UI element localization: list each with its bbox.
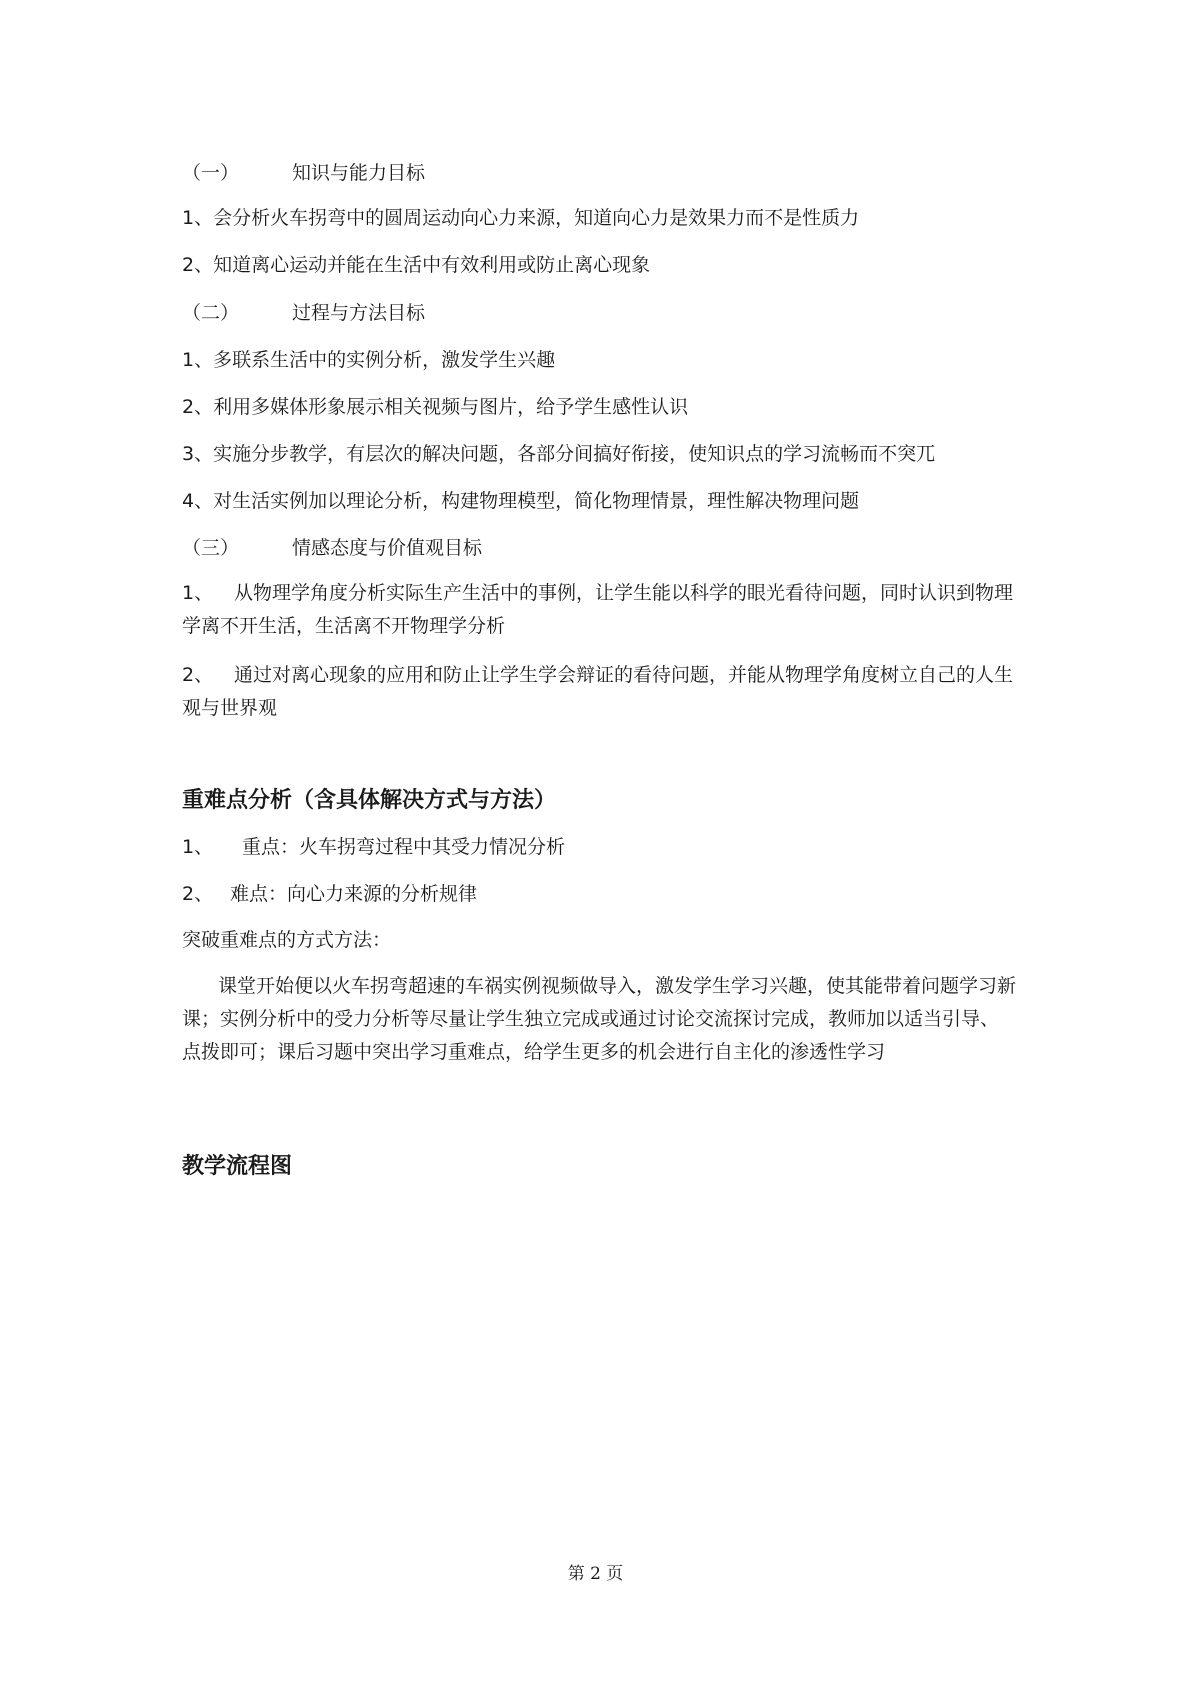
section-title: 过程与方法目标 (292, 302, 426, 324)
item-number: 1、 (182, 582, 214, 604)
list-item: 3、实施分步教学，有层次的解决问题，各部分间搞好衔接，使知识点的学习流畅而不突兀 (182, 443, 936, 465)
list-item: 4、对生活实例加以理论分析，构建物理模型，简化物理情景，理性解决物理问题 (182, 490, 860, 512)
list-item: 1、会分析火车拐弯中的圆周运动向心力来源，知道向心力是效果力而不是性质力 (182, 207, 860, 229)
section-title: 知识与能力目标 (292, 162, 426, 184)
item-text: 从物理学角度分析实际生产生活中的事例，让学生能以科学的眼光看待问题，同时认识到物理学离不开生活，生活离不开物理学分析 (182, 582, 1014, 637)
section-title: 情感态度与价值观目标 (292, 537, 483, 559)
item-number: 1、 (182, 836, 214, 858)
page-number: 第 2 页 (567, 1564, 624, 1584)
item-number: 2、 (182, 883, 214, 905)
method-paragraph (182, 970, 1017, 1069)
list-item (182, 882, 477, 906)
item-number: 2、 (182, 664, 214, 686)
section-heading-emotion (182, 536, 482, 560)
method-label: 突破重难点的方式方法： (182, 929, 392, 951)
item-text: 重点：火车拐弯过程中其受力情况分析 (242, 836, 566, 858)
list-item: 2、利用多媒体形象展示相关视频与图片，给予学生感性认识 (182, 396, 689, 418)
difficulty-heading: 重难点分析（含具体解决方式与方法） (182, 788, 557, 813)
section-marker: （三） (182, 537, 240, 559)
section-marker: （二） (182, 302, 240, 324)
list-item: 2、知道离心运动并能在生活中有效利用或防止离心现象 (182, 254, 651, 276)
item-text: 通过对离心现象的应用和防止让学生学会辩证的看待问题，并能从物理学角度树立自己的人生观与世界观 (182, 664, 1014, 719)
list-item (182, 835, 565, 859)
list-item: 1、多联系生活中的实例分析，激发学生兴趣 (182, 349, 556, 371)
section-heading-process (182, 301, 425, 325)
flow-heading: 教学流程图 (182, 1154, 293, 1179)
section-marker: （一） (182, 162, 240, 184)
item-text: 难点：向心力来源的分析规律 (230, 883, 478, 905)
method-text: 课堂开始便以火车拐弯超速的车祸实例视频做导入，激发学生学习兴趣，使其能带着问题学习新课；实例分析中的受力分析等尽量让学生独立完成或通过讨论交流探讨完成，教师加以适当引导、点拨即可；课后习题中突出学习重难点，给学生更多的机会进行自主化的渗透性学习 (182, 975, 1017, 1063)
list-item (182, 577, 1022, 643)
list-item (182, 659, 1022, 725)
section-heading-knowledge (182, 161, 425, 185)
